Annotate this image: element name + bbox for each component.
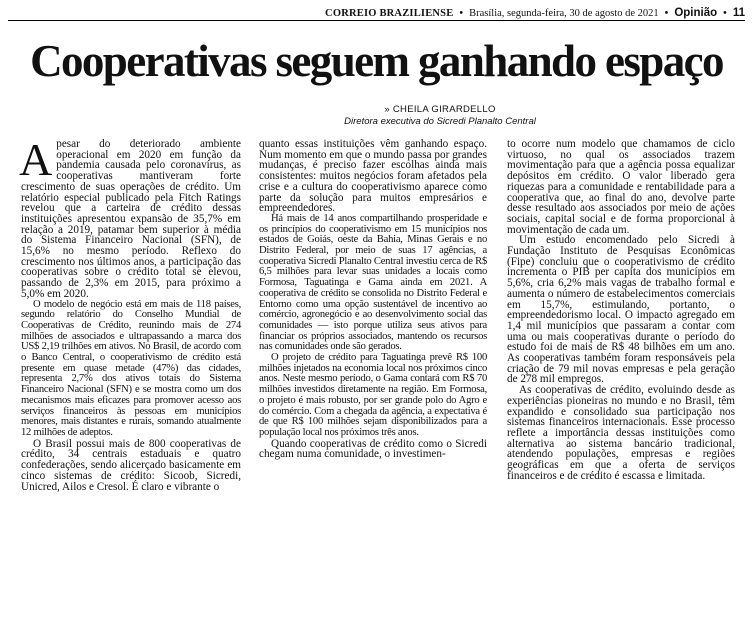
paragraph: O Brasil possui mais de 800 cooperativas de crédito, 34 centrais estaduais e quatro confederações, sendo alicerçado basicamente em cinco sistemas de crédito: Sicoob, Sicredi, Unicred, Ailos e Cresol. É claro e vibrante o bbox=[21, 437, 241, 493]
paragraph: O projeto de crédito para Taguatinga prevê R$ 100 milhões injetados na economia local nos próximos cinco anos. Neste mesmo período, o Gama contará com R$ 70 milhões investidos diretamente na região. Em Formosa, o projeto é mais robusto, por ser grande polo do Agro e do comércio. Com a chegada da agência, a expectativa é de que R$ 100 milhões sejam disponibilizados para a população local nos próximos três anos. bbox=[259, 352, 487, 438]
headline: Cooperativas seguem ganhando espaço bbox=[30, 36, 723, 86]
article-column-2 bbox=[259, 139, 487, 460]
dateline: Brasília, segunda-feira, 30 de agosto de 2021 bbox=[469, 7, 659, 19]
paragraph: to ocorre num modelo que chamamos de ciclo virtuoso, no qual os associados trazem movimentação para que a agência possa equalizar depósitos em crédito. O valor liberado gera riquezas para a comunidade e rentabilidade para a cooperativa que, ao final do ano, devolve parte desse resultado aos associados por meio de ações sociais, capital social e de forma proporcional à movimentação de cada um. bbox=[507, 138, 735, 236]
paragraph bbox=[19, 134, 241, 300]
paragraph: quanto essas instituições vêm ganhando espaço. Num momento em que o mundo passa por grandes mudanças, é preciso fazer escolhas ainda mais consistentes: muitos negócios foram afetados pela crise e a cultura do cooperativismo aparece como parte da solução para muitos empresários e empreendedores. bbox=[259, 138, 487, 215]
newspaper-name: CORREIO BRAZILIENSE bbox=[325, 7, 454, 19]
header-separator: • bbox=[459, 7, 464, 19]
paragraph: Um estudo encomendado pelo Sicredi à Fundação Instituto de Pesquisas Econômicas (Fipe) concluiu que o cooperativismo de crédito incrementa o PIB per capita dos municípios em 5,6%, cria 6,2% mais vagas de trabalho formal e aumenta o número de estabelecimentos comerciais em 15,7%, estimulando, portanto, o empreendedorismo local. O impacto agregado em 1,4 mil municípios que passaram a contar com uma ou mais cooperativas durante o período do estudo foi de mais de R$ 48 bilhões em um ano. As cooperativas também foram responsáveis pela criação de 79 mil novas empresas e pela geração de 278 mil empregos. bbox=[507, 234, 735, 386]
paragraph: O modelo de negócio está em mais de 118 países, segundo relatório do Conselho Mundial de Cooperativas de Crédito, reunindo mais de 274 milhões de associados e ultrapassando a marca dos US$ 2,19 trilhões em ativos. No Brasil, de acordo com o Banco Central, o cooperativismo de crédito está presente em quase metade (47%) das cidades, representa 2,7% dos ativos totais do Sistema Financeiro Nacional (SFN) e se mostra como um dos mecanismos mais eficazes para promover acesso aos serviços financeiros às pessoas em municípios menores, mais distantes e rurais, somando atualmente 12 milhões de adeptos. bbox=[21, 298, 241, 438]
paragraph-text: pesar do deteriorado ambiente operacional em 2020 em função da pandemia causada pelo coronavírus, as cooperativas mantiveram forte crescimento de suas operações de crédito. Um relatório especial publicado pela Fitch Ratings revelou que a carteira de crédito dessas instituições apresentou expansão de 35,7% em relação a 2019, patamar bem superior à média do Sistema Financeiro Nacional (SFN), de 15,6% no mesmo período. Reflexo do crescimento nos últimos anos, a participação das cooperativas sobre o crédito total se elevou, passando de 2,3% em 2015, para próximo a 5,0% em 2020. bbox=[21, 138, 241, 300]
paragraph: As cooperativas de crédito, evoluindo desde as experiências pioneiras no mundo e no Brasil, têm expandido e consolidado sua participação nos sistemas financeiros internacionais. Esse processo reflete a importância dessas instituições como alternativa ao sistema bancário tradicional, atendendo populações, empresas e regiões geográficas em que a oferta de serviços financeiros e de crédito é escassa e limitada. bbox=[507, 384, 735, 482]
byline bbox=[290, 104, 590, 128]
drop-cap: A bbox=[19, 134, 53, 185]
header-separator: • bbox=[664, 7, 669, 19]
section-name: Opinião bbox=[674, 7, 718, 19]
author-role: Diretora executiva do Sicredi Planalto Central bbox=[344, 116, 536, 127]
author-name: » CHEILA GIRARDELLO bbox=[384, 104, 496, 115]
paragraph: Quando cooperativas de crédito como o Sicredi chegam numa comunidade, o investimen- bbox=[259, 437, 487, 461]
page-number: 11 bbox=[732, 7, 745, 19]
article-column-1 bbox=[19, 134, 241, 493]
paragraph: Há mais de 14 anos compartilhando prosperidade e os princípios do cooperativismo em 15 municípios nos estados de Goiás, oeste da Bahia, Minas Gerais e no Distrito Federal, por meio de suas 17 agências, a cooperativa Sicredi Planalto Central investiu cerca de R$ 6,5 milhões para levar suas unidades a locais como Formosa, Taguatinga e Gama ainda em 2021. A cooperativa de crédito se consolida no Distrito Federal e Entorno como uma opção sustentável de incentivo ao comércio, agronegócio e ao desenvolvimento social das comunidades — isto porque utiliza seus ativos para financiar os próprios associados, mantendo os recursos nas comunidades onde são gerados. bbox=[259, 212, 487, 353]
header-separator: • bbox=[723, 7, 727, 19]
article-column-3 bbox=[507, 139, 735, 482]
page-header bbox=[8, 6, 745, 21]
